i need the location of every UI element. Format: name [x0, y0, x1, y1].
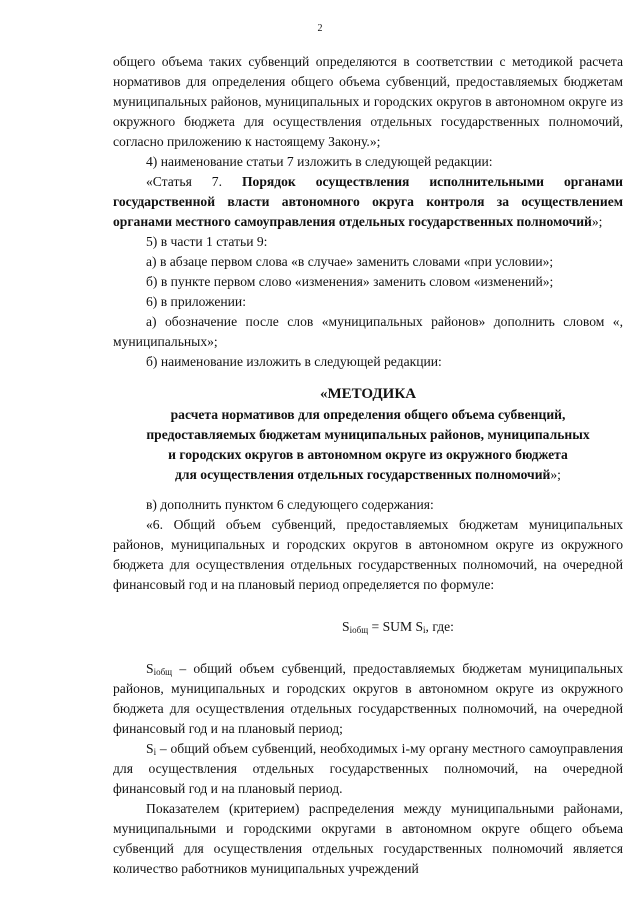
definition-2-sub: i	[153, 747, 157, 757]
paragraph-item-6b: б) наименование изложить в следующей редакции:	[146, 354, 442, 369]
paragraph-item-5: 5) в части 1 статьи 9:	[146, 234, 268, 249]
definition-s-i	[113, 739, 623, 799]
article-7-title: Порядок осуществления исполнительными органами государственной власти автономного округа контроля за осуществлением органами местного самоуправления отдельных государственных полномочий	[113, 174, 623, 229]
formula-rhs-sub: i	[423, 625, 426, 635]
paragraph-item-5a: а) в абзаце первом слова «в случае» заменить словами «при условии»;	[146, 254, 554, 269]
paragraph-item-4: 4) наименование статьи 7 изложить в следующей редакции:	[146, 154, 493, 169]
definition-s-iobshch	[113, 659, 623, 739]
methodology-line-4-suffix: »;	[550, 467, 561, 482]
methodology-line-1: расчета нормативов для определения общего объема субвенций,	[170, 407, 566, 422]
formula-lhs-sub: iобщ	[349, 625, 369, 635]
formula-tail: , где:	[425, 619, 454, 634]
paragraph-article-7	[113, 172, 623, 232]
definition-2-text: – общий объем субвенций, необходимых i-му органу местного самоуправления для осуществления отдельных государственных полномочий, на очередной финансовый год и на плановый период.	[113, 741, 623, 796]
paragraph-item-6a: а) обозначение после слов «муниципальных районов» дополнить словом «, муниципальных»;	[113, 314, 623, 349]
methodology-line-3: и городских округов в автономном округе из окружного бюджета	[168, 447, 568, 462]
page-number: 2	[317, 23, 323, 34]
definition-1-sub: iобщ	[153, 667, 173, 677]
paragraph-item-6: 6) в приложении:	[146, 294, 246, 309]
document-body	[113, 52, 623, 879]
methodology-subtitle	[113, 405, 623, 485]
article-7-prefix: «Статья 7.	[146, 174, 223, 189]
paragraph-point-6: «6. Общий объем субвенций, предоставляемых бюджетам муниципальных районов, муниципальных и городских округов в автономном округе из окружного бюджета для осуществления отдельных государственных полномочий, на очередной финансовый год и на плановый период определяется по формуле:	[113, 517, 623, 592]
article-7-suffix: »;	[591, 214, 603, 229]
paragraph-item-6v: в) дополнить пунктом 6 следующего содержания:	[146, 497, 434, 512]
definition-1-symbol: S	[146, 661, 154, 676]
definition-2-symbol: S	[146, 741, 154, 756]
formula	[113, 617, 623, 637]
methodology-title: «МЕТОДИКА	[319, 386, 417, 402]
paragraph-criterion: Показателем (критерием) распределения между муниципальными районами, муниципальными и городскими округами в автономном округе общего объема субвенций для осуществления отдельных государственных полномочий является количество работников муниципальных учреждений	[113, 801, 623, 876]
formula-lhs: S	[342, 619, 350, 634]
paragraph-continuation: общего объема таких субвенций определяются в соответствии с методикой расчета нормативов для определения общего объема субвенций, предоставляемых бюджетам муниципальных районов, муниципальных и городских округов в автономном округе из окружного бюджета для осуществления отдельных государственных полномочий, согласно приложению к настоящему Закону.»;	[113, 54, 623, 149]
methodology-line-4: для осуществления отдельных государственных полномочий	[175, 467, 551, 482]
definition-1-text: – общий объем субвенций, предоставляемых бюджетам муниципальных районов, муниципальных и городских округов в автономном округе из окружного бюджета для осуществления отдельных государственных полномочий, на очередной финансовый год и на плановый период;	[113, 661, 623, 736]
formula-sum: = SUM S	[368, 619, 424, 634]
methodology-line-2: предоставляемых бюджетам муниципальных районов, муниципальных	[146, 427, 590, 442]
paragraph-item-5b: б) в пункте первом слово «изменения» заменить словом «изменений»;	[146, 274, 554, 289]
